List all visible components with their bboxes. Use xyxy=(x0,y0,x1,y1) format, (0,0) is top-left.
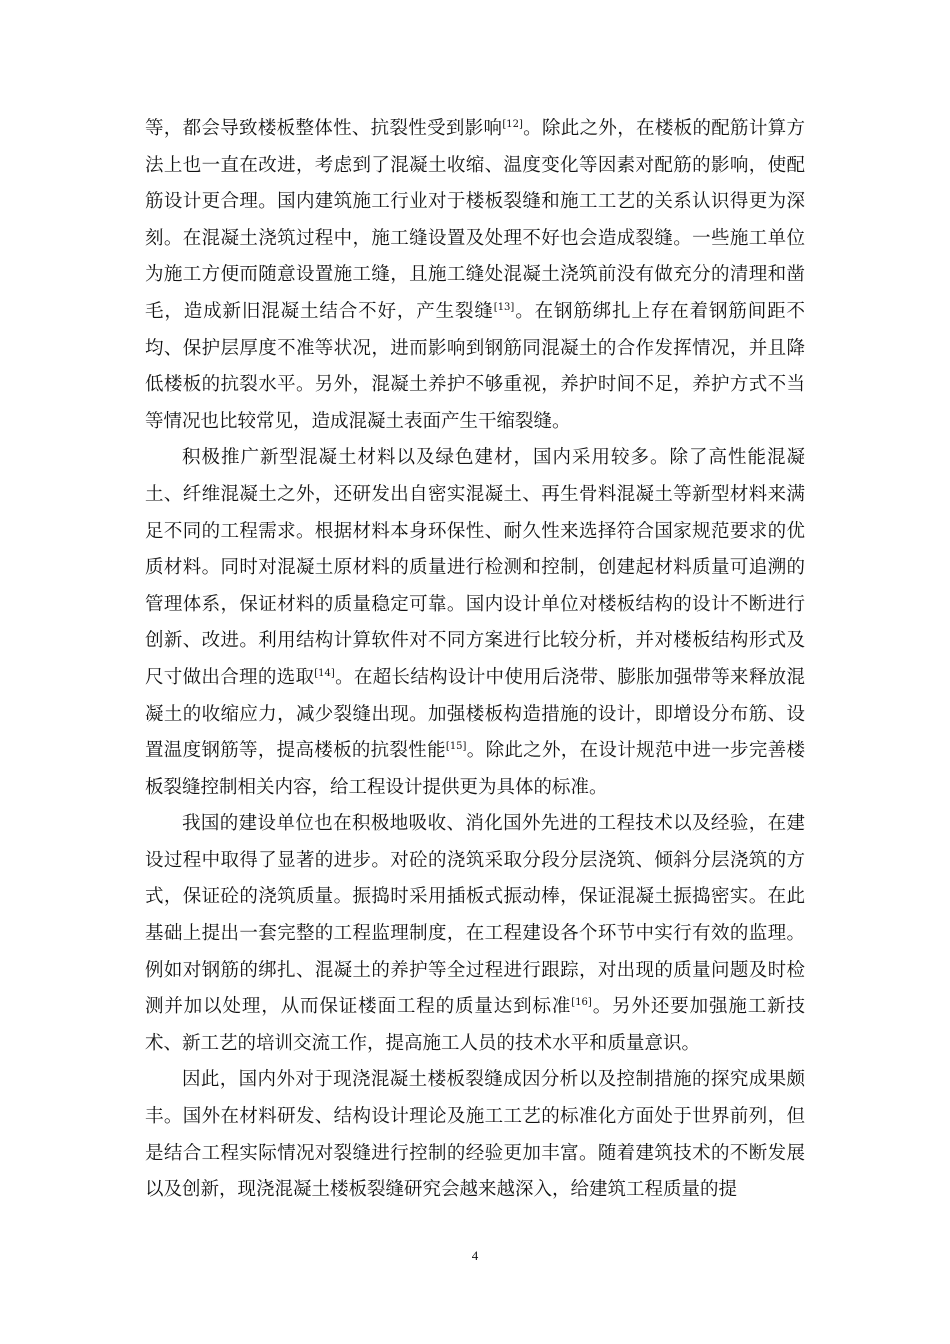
paragraph-text: 等，都会导致楼板整体性、抗裂性受到影响 xyxy=(145,118,503,139)
citation-ref: [15] xyxy=(445,741,467,753)
paragraph-3 xyxy=(145,806,805,1062)
citation-ref: [16] xyxy=(571,997,592,1009)
paragraph-text: 。另外还要加强施工新技术、新工艺的培训交流工作，提高施工人员的技术水平和质量意识。 xyxy=(145,996,805,1054)
citation-ref: [14] xyxy=(314,667,335,679)
paragraph-4 xyxy=(145,1062,805,1208)
paragraph-text: 。除此之外，在设计规范中进一步完善楼板裂缝控制相关内容，给工程设计提供更为具体的标准。 xyxy=(145,740,805,798)
paragraph-1 xyxy=(145,111,805,440)
body-text xyxy=(145,111,805,1209)
page-number: 4 xyxy=(471,1248,479,1263)
paragraph-text: 。在超长结构设计中使用后浇带、膨胀加强带等来释放混凝土的收缩应力，减少裂缝出现。加强楼板构造措施的设计，即增设分布筋、设置温度钢筋等，提高楼板的抗裂性能 xyxy=(145,666,805,762)
paragraph-2 xyxy=(145,440,805,806)
paragraph-text: 。除此之外，在楼板的配筋计算方法上也一直在改进，考虑到了混凝土收缩、温度变化等因素对配筋的影响，使配筋设计更合理。国内建筑施工行业对于楼板裂缝和施工工艺的关系认识得更为深刻。在混凝土浇筑过程中，施工缝设置及处理不好也会造成裂缝。一些施工单位为施工方便而随意设置施工缝，且施工缝处混凝土浇筑前没有做充分的清理和凿毛，造成新旧混凝土结合不好，产生裂缝 xyxy=(145,118,805,322)
citation-ref: [12] xyxy=(502,119,523,130)
paragraph-text: 因此，国内外对于现浇混凝土楼板裂缝成因分析以及控制措施的探究成果颇丰。国外在材料研发、结构设计理论及施工工艺的标准化方面处于世界前列，但是结合工程实际情况对裂缝进行控制的经验更加丰富。随着建筑技术的不断发展以及创新，现浇混凝土楼板裂缝研究会越来越深入，给建筑工程质量的提 xyxy=(145,1069,805,1201)
citation-ref: [13] xyxy=(493,301,515,313)
paragraph-text: 积极推广新型混凝土材料以及绿色建材，国内采用较多。除了高性能混凝土、纤维混凝土之外，还研发出自密实混凝土、再生骨料混凝土等新型材料来满足不同的工程需求。根据材料本身环保性、耐久性来选择符合国家规范要求的优质材料。同时对混凝土原材料的质量进行检测和控制，创建起材料质量可追溯的管理体系，保证材料的质量稳定可靠。国内设计单位对楼板结构的设计不断进行创新、改进。利用结构计算软件对不同方案进行比较分析，并对楼板结构形式及尺寸做出合理的选取 xyxy=(145,447,805,688)
paragraph-text: 我国的建设单位也在积极地吸收、消化国外先进的工程技术以及经验，在建设过程中取得了显著的进步。对砼的浇筑采取分段分层浇筑、倾斜分层浇筑的方式，保证砼的浇筑质量。振捣时采用插板式振动棒，保证混凝土振捣密实。在此基础上提出一套完整的工程监理制度，在工程建设各个环节中实行有效的监理。例如对钢筋的绑扎、混凝土的养护等全过程进行跟踪，对出现的质量问题及时检测并加以处理，从而保证楼面工程的质量达到标准 xyxy=(145,813,805,1018)
paragraph-text: 。在钢筋绑扎上存在着钢筋间距不均、保护层厚度不准等状况，进而影响到钢筋同混凝土的合作发挥情况，并且降低楼板的抗裂水平。另外，混凝土养护不够重视，养护时间不足，养护方式不当等情况也比较常见，造成混凝土表面产生干缩裂缝。 xyxy=(145,300,805,432)
